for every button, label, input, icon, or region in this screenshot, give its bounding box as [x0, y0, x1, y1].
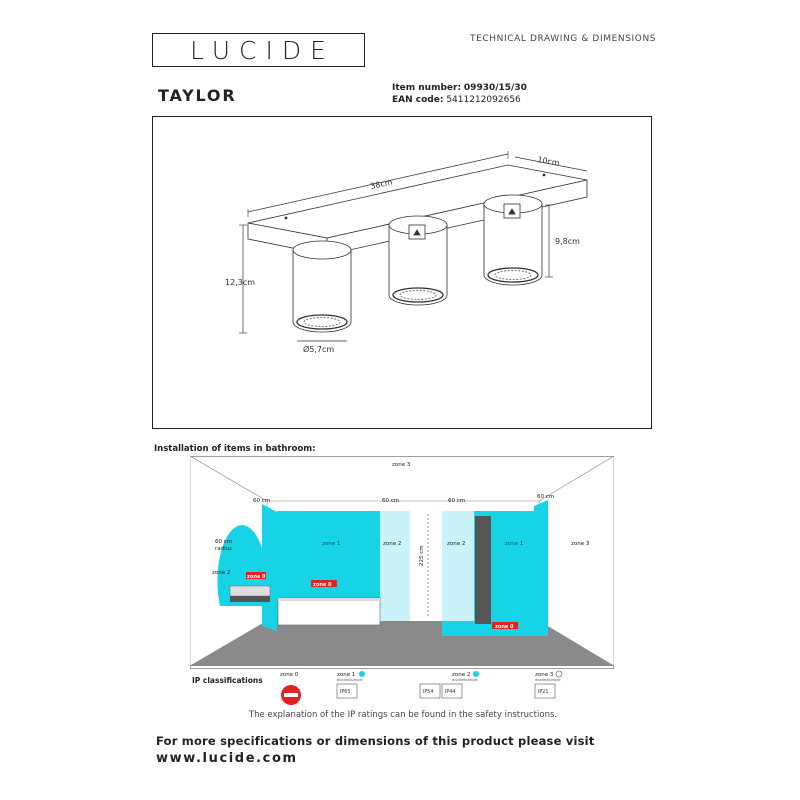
dim-diameter: Ø5,7cm — [303, 345, 335, 354]
dim-60cm-a: 60 cm — [253, 498, 271, 504]
zone-0-sink-label: zone 0 — [247, 574, 266, 580]
zone-1-left-label: zone 1 — [322, 541, 341, 547]
document-type: TECHNICAL DRAWING & DIMENSIONS — [470, 34, 657, 44]
ean-value: 5411212092656 — [446, 95, 521, 105]
product-name: TAYLOR — [158, 86, 237, 105]
item-number-value: 09930/15/30 — [463, 83, 527, 93]
zone-0-shower-label: zone 0 — [495, 624, 514, 630]
sink — [230, 586, 270, 596]
dim-length: 38cm — [369, 177, 394, 191]
dim-height-fixture: 9,8cm — [555, 237, 580, 246]
ean-line — [392, 95, 521, 105]
technical-drawing — [153, 117, 653, 430]
dim-60cm-c: 60 cm — [448, 498, 466, 504]
ip-zone-3-label: zone 3 — [535, 672, 554, 678]
item-number-label: Item number: — [392, 83, 462, 93]
zone-3-top-label: zone 3 — [392, 462, 411, 468]
dim-225cm: 225 cm — [419, 545, 425, 566]
footer-text: For more specifications or dimensions of this product please visit — [156, 734, 595, 748]
dim-width: 10cm — [536, 155, 561, 168]
ip-zone-2-sub: divided/simple — [452, 678, 478, 682]
dim-height-total: 12,3cm — [225, 278, 256, 287]
shower-glass — [475, 516, 491, 624]
dim-60cm-d: 60 cm — [537, 494, 555, 500]
brand-logo — [152, 33, 365, 67]
ip54-badge: IP54 — [423, 690, 434, 695]
bathroom-section-title: Installation of items in bathroom: — [154, 444, 316, 454]
bathroom-zone-diagram — [190, 456, 614, 670]
zone-2-indicator-icon — [473, 671, 479, 677]
ip-zone-3-sub: divided/simple — [535, 678, 561, 682]
ip-zone-1-label: zone 1 — [337, 672, 356, 678]
zone-2-left-label: zone 2 — [383, 541, 402, 547]
no-entry-icon — [281, 685, 301, 705]
ip44-badge: IP44 — [445, 690, 456, 695]
zone-2-right-label: zone 2 — [447, 541, 466, 547]
ip-explanation-note: The explanation of the IP ratings can be found in the safety instructions. — [248, 710, 558, 720]
dim-60cm-b: 60 cm — [382, 498, 400, 504]
zone-3-right-label: zone 3 — [571, 541, 590, 547]
zone-2-sink-label: zone 2 — [212, 570, 231, 576]
ip21-badge: IP21 — [538, 690, 549, 695]
ip-classifications-row — [270, 668, 590, 708]
spotlight-3 — [484, 195, 542, 285]
zone-1-indicator-icon — [359, 671, 365, 677]
ip-zone-1-sub: divided/simple — [337, 678, 363, 682]
bathtub — [278, 598, 380, 625]
zone-1-right-label: zone 1 — [505, 541, 524, 547]
item-number-line — [392, 83, 527, 93]
ip-zone-2-label: zone 2 — [452, 672, 471, 678]
ip-classifications-title: IP classifications — [192, 676, 263, 685]
ean-label: EAN code: — [392, 95, 444, 105]
spotlight-1 — [293, 241, 351, 332]
dim-60cm-radius: 60 cm — [215, 539, 233, 545]
brand-logo-text: LUCIDE — [190, 35, 335, 65]
spotlight-2 — [389, 216, 447, 305]
zone-3-indicator-icon — [556, 671, 562, 677]
ip65-badge: IP65 — [340, 690, 351, 695]
footer-website-link[interactable]: www.lucide.com — [156, 751, 298, 766]
ip-zone-0-label: zone 0 — [280, 672, 299, 678]
technical-drawing-frame — [152, 116, 652, 429]
radius-label: radius — [215, 546, 233, 552]
zone-0-bath-label: zone 0 — [313, 582, 332, 588]
